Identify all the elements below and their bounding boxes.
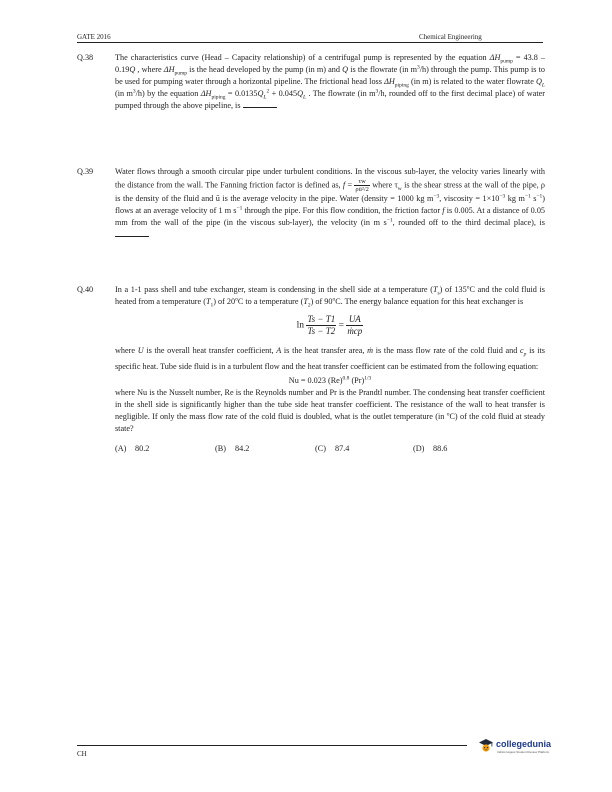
footer-code: CH xyxy=(77,750,87,758)
answer-blank xyxy=(243,107,277,108)
graduate-icon xyxy=(478,738,494,754)
question-text: The characteristics curve (Head – Capacity relationship) of a centrifugal pump is represented by the equation $\Delta H_{pump} = 43.8 - 0.19Q$ , where $\Delta H_{pump}$ is the head developed by the pump (in m) and Q is the flowrate (in $m^3/h$) through the pump. This pump is to be used for pumping water through a horizontal pipeline. The frictional head loss $\Delta H_{piping}$ (in m) is related to the water flowrate $Q_L$ (in $m^3/h$) by the equation $\Delta H_{piping} = 0.0135Q_L^2 + 0.045Q_L$ . The flowrate (in $m^3/h$, rounded off to the first decimal place) of water pumped through the above pipeline, is xyxy=(115,53,546,110)
footer-divider xyxy=(77,745,467,746)
friction-factor-fraction: $\frac{\tau w}{\text{ρū²/2}}$ xyxy=(355,178,369,193)
question-number: Q.39 xyxy=(77,167,94,176)
option-a[interactable]: (A) 80.2 xyxy=(115,444,150,453)
question-text: In a 1-1 pass shell and tube exchanger, steam is condensing in the shell side at a temperature $(T_s)$ of 135$^o$C and the cold fluid is heated from a temperature $(T_1)$ of 20$^o$C to a temperature $(T_2)$ of 90$^o$C. The energy balance equation for this heat exchanger is ln $\frac{Ts - T1}{Ts - T2}$ = $\frac{UA}{\text{ṁcp}}$ where U is the overall heat transfer coefficient, A is the heat transfer area, ṁ is the mass flow rate of the cold fluid and $c_p$ is its specific heat. Tube side fluid is in a turbulent flow and the heat transfer coefficient can be estimated from the following equation: Nu = 0.023 $(Re)^{0.8}$ $(Pr)^{1/3}$ where Nu is the Nusselt number, Re is the Reynolds number and Pr is the Prandtl number. The condensing heat transfer coefficient in the shell side is significantly higher than the tube side heat transfer coefficient. The resistance of the wall to heat transfer is negligible. If only the mass flow rate of the cold fluid is doubled, what is the outlet temperature (in $^o$C) of the cold fluid at steady state? (A) 80.2 (B) 84.2 (C) 87.4 (D) 88.6 xyxy=(115,284,545,457)
brand-name: collegedunia xyxy=(496,739,552,749)
option-c[interactable]: (C) 87.4 xyxy=(315,444,350,453)
nusselt-equation: Nu = 0.023 $(Re)^{0.8}$ $(Pr)^{1/3}$ xyxy=(288,375,372,385)
header-exam: GATE 2016 xyxy=(77,33,111,41)
answer-blank xyxy=(115,236,149,237)
question-38 xyxy=(77,52,545,112)
question-39 xyxy=(77,166,545,241)
answer-options xyxy=(115,443,545,457)
option-d[interactable]: (D) 88.6 xyxy=(413,444,448,453)
option-b[interactable]: (B) 84.2 xyxy=(215,444,250,453)
brand-tagline: India's largest Student Review Platform xyxy=(497,750,550,754)
question-text: Water flows through a smooth circular pipe under turbulent conditions. In the viscous sub-layer, the velocity varies linearly with the distance from the wall. The Fanning friction factor is defined as, f = $\frac{\tau w}{\text{ρū²/2}}$ where $\tau_w$ is the shear stress at the wall of the pipe, ρ is the density of the fluid and ū is the average velocity in the pipe. Water (density = 1000 kg $m^{-3}$, viscosity = $1\times 10^{-3}$ kg $m^{-1}$ $s^{-1}$) flows at an average velocity of 1 m $s^{-1}$ through the pipe. For this flow condition, the friction factor f is 0.005. At a distance of 0.05 mm from the wall of the pipe (in the viscous sub-layer), the velocity (in m $s^{-1}$, rounded off to the third decimal place), is xyxy=(115,166,545,241)
header-divider xyxy=(77,42,543,43)
energy-balance-equation: ln $\frac{Ts - T1}{Ts - T2}$ = $\frac{UA}{\text{ṁcp}}$ xyxy=(296,314,363,336)
collegedunia-logo xyxy=(478,736,552,758)
question-40 xyxy=(77,284,545,457)
question-number: Q.40 xyxy=(77,285,94,294)
header-subject: Chemical Engineering xyxy=(419,33,482,41)
question-number: Q.38 xyxy=(77,53,94,62)
